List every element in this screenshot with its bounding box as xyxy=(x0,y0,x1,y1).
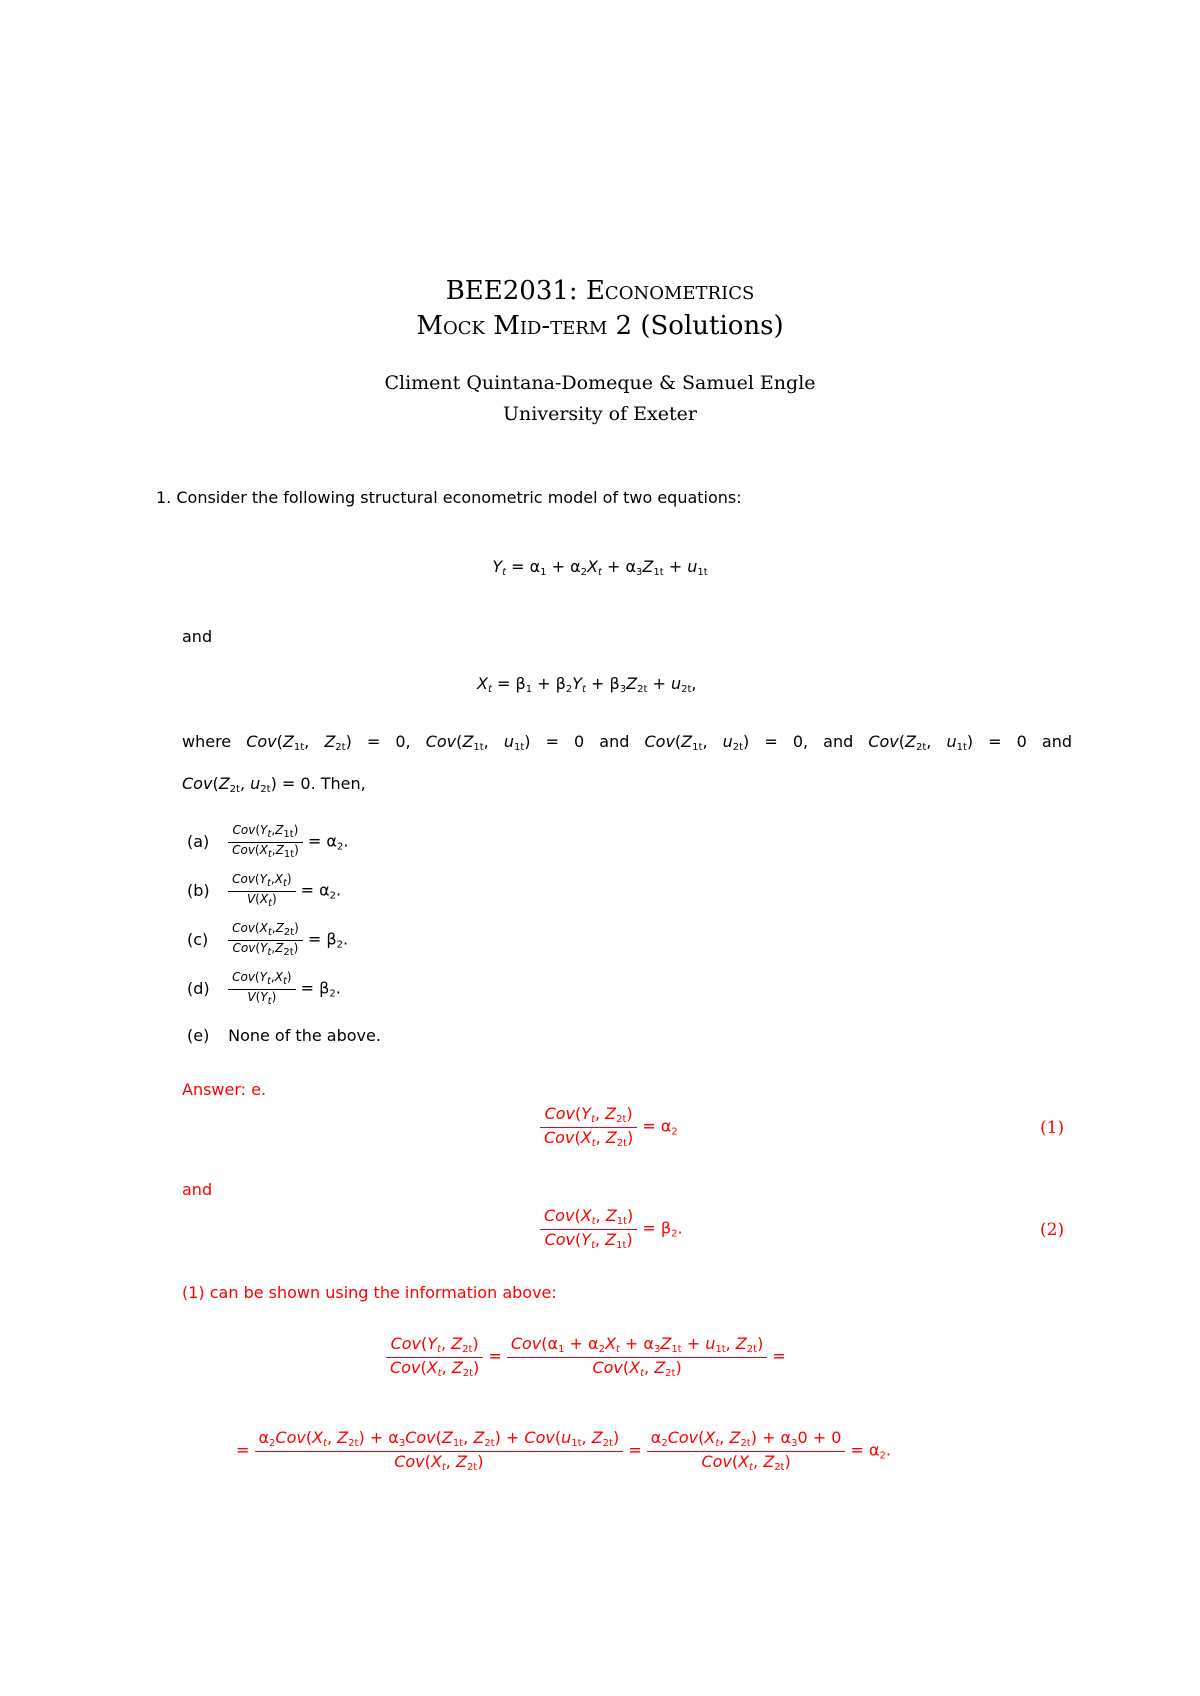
derivation-line-2: = $\frac{\alpha_2Cov(X_t, Z_{2t}) + \alpha_3Cov(Z_{1t}, Z_{2t}) + Cov(u_{1t}, Z_{2t})}{Cov(X_t, Z_{2t})}$ = $\frac{\alpha_2Cov(X_t, Z_{2t}) + \alpha_30 + 0}{Cov(X_t, Z_{2t})}$ = $\alpha_2$. xyxy=(236,1428,892,1473)
exam-name: Mock Mid-term xyxy=(416,311,608,341)
option-e-text: None of the above. xyxy=(228,1026,381,1045)
option-b-fraction: $\frac{Cov(Y_t,X_t)}{V(X_t)}$ xyxy=(228,872,295,910)
exam-number: 2 (Solutions) xyxy=(615,311,784,341)
equation-number-2: (2) xyxy=(1040,1220,1065,1240)
option-label: (c) xyxy=(187,929,209,949)
option-c: (c) $\frac{Cov(X_t,Z_{2t})}{Cov(Y_t,Z_{2t})}$ = $\beta_2$. xyxy=(187,921,349,958)
and-text-1: and xyxy=(182,627,213,646)
question-prompt xyxy=(156,488,742,507)
option-b: (b) $\frac{Cov(Y_t,X_t)}{V(X_t)}$ = $\alpha_2$. xyxy=(187,872,342,909)
affiliation: University of Exeter xyxy=(503,403,697,425)
where-clause-line1: where $Cov(Z_{1t}$, $Z_{2t}) = 0$, $Cov(Z_{1t}$, $u_{1t}) = 0$ and $Cov(Z_{1t}$, $u_{2t}) = 0$, and $Cov(Z_{2t}$, $u_{1t}) = 0$ and xyxy=(182,732,1073,753)
question-text: Consider the following structural econometric model of two equations: xyxy=(176,488,742,507)
authors: Climent Quintana-Domeque & Samuel Engle xyxy=(384,372,816,394)
structural-equation-2: $X_t = \beta_1 + \beta_2Y_t + \beta_3Z_{2t} + u_{2t}$, xyxy=(477,674,697,695)
structural-equation-1: $Y_t = \alpha_1 + \alpha_2X_t + \alpha_3Z_{1t} + u_{1t}$ xyxy=(492,557,708,578)
course-title: Econometrics xyxy=(585,276,755,306)
option-label: (d) xyxy=(187,978,210,998)
equation-number-1: (1) xyxy=(1040,1118,1065,1138)
answer-equation-1: $\frac{Cov(Y_t, Z_{2t})}{Cov(X_t, Z_{2t})}$ = $\alpha_2$ xyxy=(540,1104,678,1150)
derivation-line-1: $\frac{Cov(Y_t, Z_{2t})}{Cov(X_t, Z_{2t})}$ = $\frac{Cov(\alpha_1 + \alpha_2X_t + \alpha_3Z_{1t} + u_{1t}, Z_{2t})}{Cov(X_t, Z_{2t})}$ = xyxy=(386,1334,786,1380)
then-word: Then, xyxy=(320,774,366,793)
option-e xyxy=(187,1026,381,1045)
option-a-fraction: $\frac{Cov(Y_t,Z_{1t})}{Cov(X_t,Z_{1t})}$ xyxy=(228,823,303,861)
option-d-fraction: $\frac{Cov(Y_t,X_t)}{V(Y_t)}$ xyxy=(228,970,295,1008)
option-label: (b) xyxy=(187,880,210,900)
option-c-fraction: $\frac{Cov(X_t,Z_{2t})}{Cov(Y_t,Z_{2t})}$ xyxy=(228,921,303,959)
option-d: (d) $\frac{Cov(Y_t,X_t)}{V(Y_t)}$ = $\beta_2$. xyxy=(187,970,341,1007)
option-a: (a) $\frac{Cov(Y_t,Z_{1t})}{Cov(X_t,Z_{1t})}$ = $\alpha_2$. xyxy=(187,823,349,860)
answer-equation-2: $\frac{Cov(X_t, Z_{1t})}{Cov(Y_t, Z_{1t})}$ = $\beta_2$. xyxy=(540,1206,683,1252)
question-number: 1. xyxy=(156,488,172,507)
answer-label: Answer: e. xyxy=(182,1080,267,1099)
course-code: BEE2031: xyxy=(445,276,578,306)
shown-text: (1) can be shown using the information above: xyxy=(182,1283,557,1302)
page-title xyxy=(0,276,1200,306)
option-label: (e) xyxy=(187,1026,210,1045)
and-text-2: and xyxy=(182,1180,213,1199)
page-subtitle xyxy=(0,311,1200,341)
where-word: where xyxy=(182,732,232,751)
option-label: (a) xyxy=(187,831,210,851)
where-clause-line2: $Cov(Z_{2t}$, $u_{2t}) = 0$. Then, xyxy=(182,774,366,795)
